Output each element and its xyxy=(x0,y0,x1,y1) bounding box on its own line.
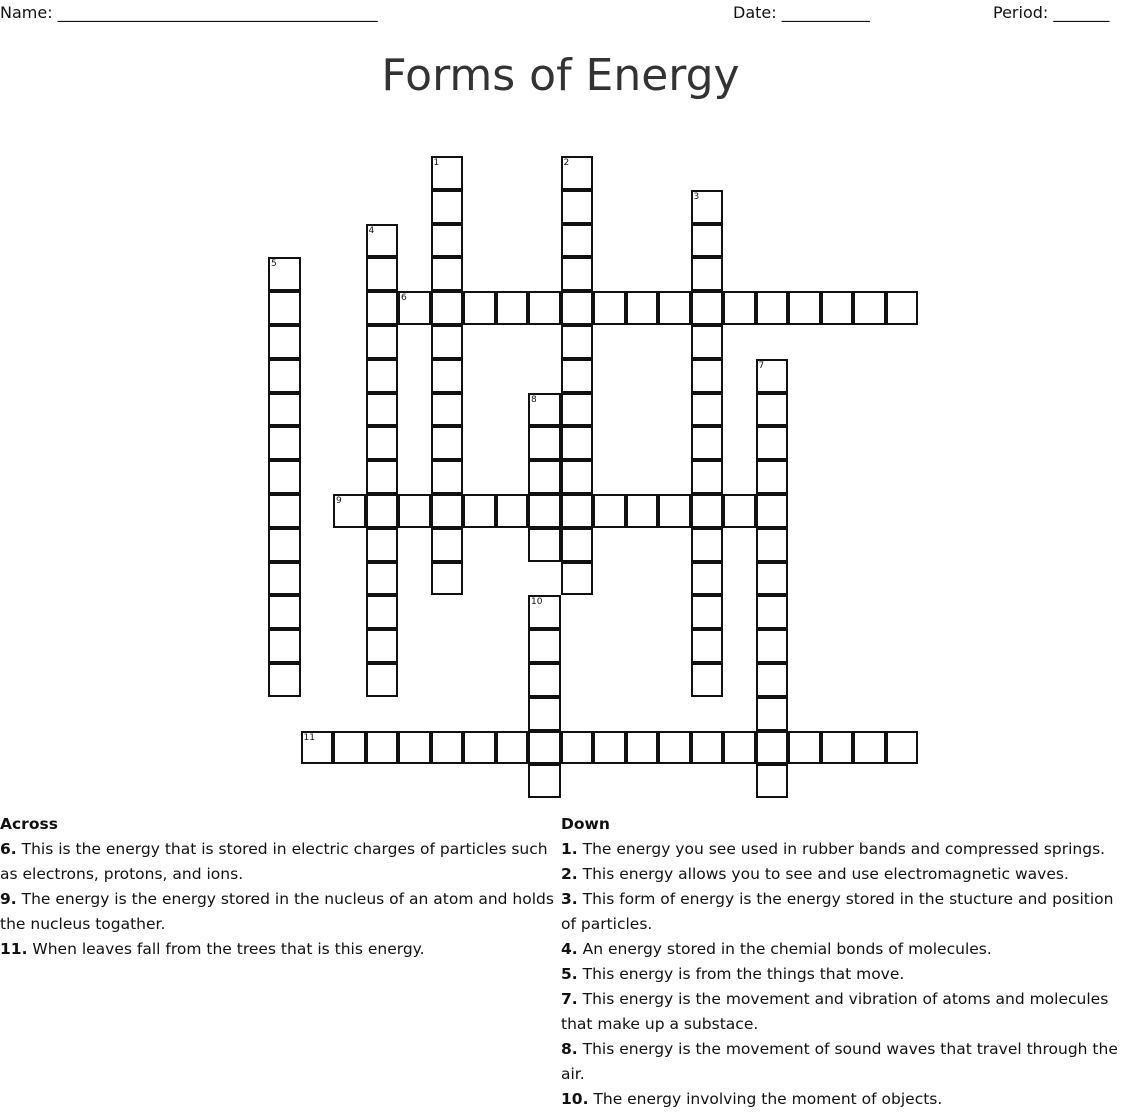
crossword-cell[interactable] xyxy=(431,562,464,596)
crossword-cell[interactable] xyxy=(756,494,789,528)
crossword-cell[interactable] xyxy=(561,460,594,494)
clue-item-text: The energy you see used in rubber bands and compressed springs. xyxy=(577,840,1106,858)
clue-item-text: This energy is the movement of sound waves that travel through the air. xyxy=(561,1040,1118,1083)
crossword-cell[interactable] xyxy=(756,663,789,697)
crossword-cell[interactable] xyxy=(268,291,301,325)
crossword-cell[interactable] xyxy=(431,325,464,359)
crossword-cell[interactable] xyxy=(366,291,399,325)
crossword-cell[interactable] xyxy=(268,393,301,427)
crossword-cell[interactable] xyxy=(756,629,789,663)
crossword-cell[interactable] xyxy=(561,426,594,460)
crossword-cell[interactable] xyxy=(463,731,496,765)
clue-item-text: This form of energy is the energy stored in the stucture and position of particles. xyxy=(561,890,1114,933)
clue-number: 5 xyxy=(271,259,277,270)
across-clue-list xyxy=(0,837,556,962)
clue-item xyxy=(561,987,1121,1037)
across-clues xyxy=(0,812,556,962)
crossword-cell[interactable] xyxy=(691,291,724,325)
clue-item-text: This energy is the movement and vibration of atoms and molecules that make up a substace. xyxy=(561,990,1109,1033)
down-heading: Down xyxy=(561,815,610,833)
crossword-cell[interactable] xyxy=(561,190,594,224)
crossword-cell[interactable] xyxy=(691,595,724,629)
crossword-cell[interactable] xyxy=(561,291,594,325)
crossword-cell[interactable] xyxy=(398,291,431,325)
crossword-cell[interactable] xyxy=(528,697,561,731)
clue-item xyxy=(561,837,1121,862)
crossword-cell[interactable] xyxy=(366,426,399,460)
crossword-cell[interactable] xyxy=(691,494,724,528)
crossword-cell[interactable] xyxy=(333,494,366,528)
crossword-cell[interactable] xyxy=(561,562,594,596)
crossword-cell[interactable] xyxy=(528,731,561,765)
crossword-cell[interactable] xyxy=(561,224,594,258)
crossword-cell[interactable] xyxy=(853,291,886,325)
crossword-cell[interactable] xyxy=(658,494,691,528)
crossword-cell[interactable] xyxy=(691,190,724,224)
crossword-cell[interactable] xyxy=(853,731,886,765)
crossword-cell[interactable] xyxy=(366,257,399,291)
crossword-cell[interactable] xyxy=(691,528,724,562)
date-field-label: Date: ___________ xyxy=(733,3,870,22)
clue-item-number: 11. xyxy=(0,940,28,958)
crossword-cell[interactable] xyxy=(366,460,399,494)
clue-number: 1 xyxy=(433,158,440,168)
crossword-cell[interactable] xyxy=(431,359,464,393)
clue-number: 3 xyxy=(693,191,700,202)
crossword-cell[interactable] xyxy=(658,731,691,765)
crossword-cell[interactable] xyxy=(528,663,561,697)
clue-number: 10 xyxy=(531,597,543,608)
crossword-cell[interactable] xyxy=(431,393,464,427)
crossword-cell[interactable] xyxy=(691,257,724,291)
crossword-cell[interactable] xyxy=(268,426,301,460)
crossword-cell[interactable] xyxy=(268,528,301,562)
crossword-cell[interactable] xyxy=(366,325,399,359)
crossword-cell[interactable] xyxy=(398,494,431,528)
down-clue-list xyxy=(561,837,1121,1112)
crossword-cell[interactable] xyxy=(626,291,659,325)
crossword-cell[interactable] xyxy=(366,731,399,765)
crossword-cell[interactable] xyxy=(398,731,431,765)
crossword-cell[interactable] xyxy=(658,291,691,325)
crossword-cell[interactable] xyxy=(821,731,854,765)
crossword-cell[interactable] xyxy=(366,224,399,258)
clue-number: 6 xyxy=(401,293,407,304)
crossword-cell[interactable] xyxy=(496,494,529,528)
clue-item xyxy=(561,1037,1121,1087)
clue-item-number: 10. xyxy=(561,1090,589,1108)
clue-item xyxy=(0,937,556,962)
crossword-cell[interactable] xyxy=(301,731,334,765)
clue-item xyxy=(561,1087,1121,1112)
down-clues xyxy=(561,812,1121,1112)
clue-item-number: 4. xyxy=(561,940,578,958)
across-heading: Across xyxy=(0,815,58,833)
crossword-cell[interactable] xyxy=(691,562,724,596)
crossword-cell[interactable] xyxy=(593,494,626,528)
crossword-cell[interactable] xyxy=(528,629,561,663)
crossword-cell[interactable] xyxy=(821,291,854,325)
crossword-cell[interactable] xyxy=(691,731,724,765)
clue-item xyxy=(561,937,1121,962)
crossword-cell[interactable] xyxy=(268,257,301,291)
crossword-cell[interactable] xyxy=(366,562,399,596)
crossword-cell[interactable] xyxy=(496,731,529,765)
crossword-cell[interactable] xyxy=(528,528,561,562)
crossword-cell[interactable] xyxy=(756,562,789,596)
crossword-cell[interactable] xyxy=(366,629,399,663)
crossword-cell[interactable] xyxy=(561,156,594,190)
clue-item-number: 6. xyxy=(0,840,17,858)
crossword-cell[interactable] xyxy=(268,325,301,359)
clue-item-number: 7. xyxy=(561,990,578,1008)
crossword-cell[interactable] xyxy=(788,731,821,765)
clue-number: 11 xyxy=(303,732,315,743)
crossword-cell[interactable] xyxy=(756,460,789,494)
crossword-cell[interactable] xyxy=(268,663,301,697)
clue-item-text: The energy involving the moment of objects. xyxy=(588,1090,943,1108)
crossword-cell[interactable] xyxy=(528,291,561,325)
crossword-cell[interactable] xyxy=(756,393,789,427)
period-field-label: Period: _______ xyxy=(993,3,1110,22)
page-title: Forms of Energy xyxy=(381,50,740,101)
crossword-cell[interactable] xyxy=(756,764,789,798)
crossword-cell[interactable] xyxy=(756,528,789,562)
crossword-cell[interactable] xyxy=(691,460,724,494)
crossword-cell[interactable] xyxy=(431,494,464,528)
clue-item xyxy=(561,862,1121,887)
crossword-cell[interactable] xyxy=(756,426,789,460)
crossword-cell[interactable] xyxy=(268,359,301,393)
crossword-cell[interactable] xyxy=(528,764,561,798)
crossword-cell[interactable] xyxy=(691,629,724,663)
crossword-cell[interactable] xyxy=(886,731,919,765)
clue-item-number: 8. xyxy=(561,1040,578,1058)
crossword-cell[interactable] xyxy=(561,257,594,291)
crossword-cell[interactable] xyxy=(528,494,561,528)
crossword-cell[interactable] xyxy=(366,595,399,629)
crossword-cell[interactable] xyxy=(268,595,301,629)
clue-item xyxy=(561,962,1121,987)
crossword-cell[interactable] xyxy=(528,460,561,494)
clue-number: 2 xyxy=(563,158,570,168)
crossword-cell[interactable] xyxy=(723,494,756,528)
crossword-cell[interactable] xyxy=(561,528,594,562)
crossword-cell[interactable] xyxy=(366,393,399,427)
clue-item-text: This energy allows you to see and use electromagnetic waves. xyxy=(577,865,1069,883)
clue-item-text: The energy is the energy stored in the nucleus of an atom and holds the nucleus togather. xyxy=(0,890,554,933)
crossword-cell[interactable] xyxy=(593,291,626,325)
crossword-cell[interactable] xyxy=(626,494,659,528)
crossword-cell[interactable] xyxy=(593,731,626,765)
crossword-cell[interactable] xyxy=(268,629,301,663)
crossword-cell[interactable] xyxy=(463,291,496,325)
crossword-cell[interactable] xyxy=(756,697,789,731)
crossword-cell[interactable] xyxy=(463,494,496,528)
crossword-cell[interactable] xyxy=(431,190,464,224)
crossword-cell[interactable] xyxy=(691,224,724,258)
clue-item-text: When leaves fall from the trees that is this energy. xyxy=(27,940,425,958)
crossword-cell[interactable] xyxy=(691,359,724,393)
clue-item-number: 2. xyxy=(561,865,578,883)
crossword-cell[interactable] xyxy=(788,291,821,325)
crossword-cell[interactable] xyxy=(561,359,594,393)
crossword-cell[interactable] xyxy=(366,528,399,562)
crossword-cell[interactable] xyxy=(691,663,724,697)
crossword-cell[interactable] xyxy=(756,595,789,629)
clue-item-text: An energy stored in the chemial bonds of molecules. xyxy=(577,940,992,958)
crossword-cell[interactable] xyxy=(431,291,464,325)
crossword-cell[interactable] xyxy=(431,528,464,562)
crossword-cell[interactable] xyxy=(691,325,724,359)
crossword-cell[interactable] xyxy=(723,291,756,325)
clue-item-number: 5. xyxy=(561,965,578,983)
crossword-cell[interactable] xyxy=(528,426,561,460)
crossword-cell[interactable] xyxy=(561,494,594,528)
crossword-cell[interactable] xyxy=(431,731,464,765)
clue-number: 4 xyxy=(368,225,375,236)
clue-number: 7 xyxy=(758,360,765,371)
crossword-cell[interactable] xyxy=(756,291,789,325)
clue-item xyxy=(0,837,556,887)
clue-item-number: 1. xyxy=(561,840,578,858)
crossword-cell[interactable] xyxy=(756,359,789,393)
crossword-cell[interactable] xyxy=(366,359,399,393)
crossword-cell[interactable] xyxy=(626,731,659,765)
crossword-cell[interactable] xyxy=(268,460,301,494)
crossword-cell[interactable] xyxy=(886,291,919,325)
clue-item-text: This energy is from the things that move. xyxy=(577,965,905,983)
crossword-cell[interactable] xyxy=(431,224,464,258)
crossword-cell[interactable] xyxy=(561,393,594,427)
crossword-cell[interactable] xyxy=(723,731,756,765)
crossword-cell[interactable] xyxy=(496,291,529,325)
crossword-cell[interactable] xyxy=(431,426,464,460)
crossword-cell[interactable] xyxy=(366,494,399,528)
name-field-label: Name: ________________________________________ xyxy=(0,3,378,22)
crossword-cell[interactable] xyxy=(268,494,301,528)
crossword-cell[interactable] xyxy=(528,595,561,629)
crossword-cell[interactable] xyxy=(561,731,594,765)
crossword-cell[interactable] xyxy=(756,731,789,765)
clue-item-text: This is the energy that is stored in electric charges of particles such as electrons, protons, and ions. xyxy=(0,840,548,883)
clue-item-number: 9. xyxy=(0,890,17,908)
crossword-cell[interactable] xyxy=(528,393,561,427)
crossword-cell[interactable] xyxy=(268,562,301,596)
clue-item xyxy=(0,887,556,937)
clue-number: 8 xyxy=(531,394,537,405)
crossword-cell[interactable] xyxy=(431,460,464,494)
crossword-cell[interactable] xyxy=(561,325,594,359)
crossword-cell[interactable] xyxy=(431,156,464,190)
crossword-cell[interactable] xyxy=(366,663,399,697)
clue-item-number: 3. xyxy=(561,890,578,908)
crossword-cell[interactable] xyxy=(431,257,464,291)
clue-number: 9 xyxy=(336,496,342,506)
clue-item xyxy=(561,887,1121,937)
crossword-cell[interactable] xyxy=(691,393,724,427)
crossword-cell[interactable] xyxy=(333,731,366,765)
crossword-cell[interactable] xyxy=(691,426,724,460)
